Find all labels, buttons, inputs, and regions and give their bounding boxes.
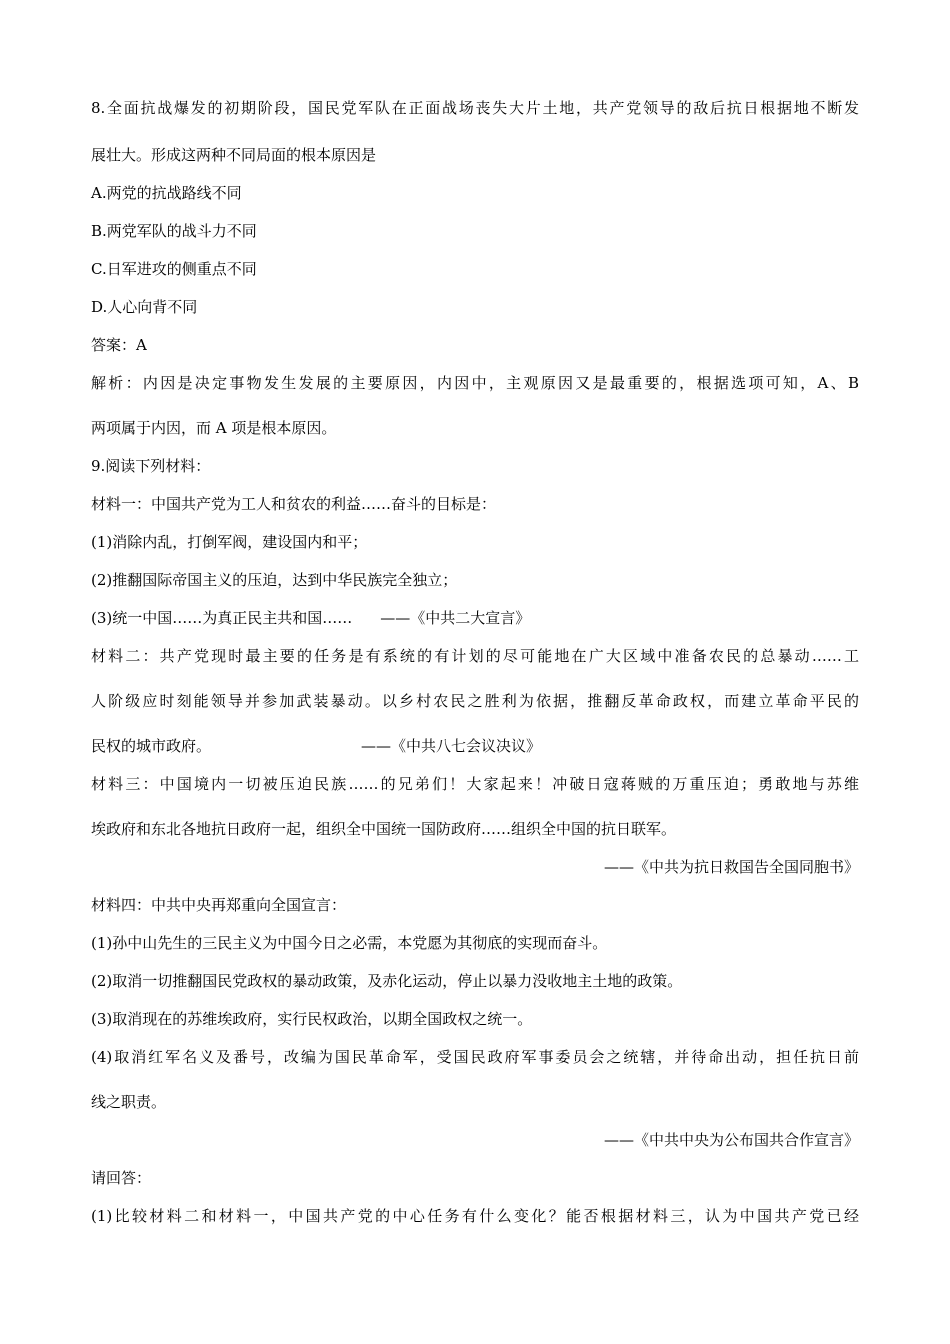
q9-material1-point3 — [91, 608, 530, 628]
q8-option-b: B.两党军队的战斗力不同 — [91, 222, 257, 240]
q9-material4-heading: 材料四：中共中央再郑重向全国宣言： — [91, 896, 347, 914]
q9-material2-line2: 人阶级应时刻能领导并参加武装暴动。以乡村农民之胜利为依据，推翻反革命政权，而建立革命平民的 — [91, 692, 859, 710]
q9-material1-point3-text: (3)统一中国……为真正民主共和国…… — [91, 609, 353, 627]
q8-stem-line1: 8.全面抗战爆发的初期阶段，国民党军队在正面战场丧失大片土地，共产党领导的敌后抗日根据地不断发 — [91, 99, 859, 117]
q9-prompt: 请回答： — [91, 1169, 152, 1187]
q9-material1-point1: (1)消除内乱，打倒军阀，建设国内和平； — [91, 533, 368, 551]
q9-material2-line3 — [91, 736, 541, 756]
q9-material4-point1: (1)孙中山先生的三民主义为中国今日之必需，本党愿为其彻底的实现而奋斗。 — [91, 934, 608, 952]
q9-material4-source: ——《中共中央为公布国共合作宣言》 — [603, 1131, 859, 1149]
q8-stem-line2: 展壮大。形成这两种不同局面的根本原因是 — [91, 146, 377, 164]
q8-analysis-line1: 解析：内因是决定事物发生发展的主要原因，内因中，主观原因又是最重要的，根据选项可知，A、B — [91, 374, 859, 392]
q9-material1-point2: (2)推翻国际帝国主义的压迫，达到中华民族完全独立； — [91, 571, 458, 589]
q9-subquestion1-line1: (1)比较材料二和材料一，中国共产党的中心任务有什么变化？能否根据材料三，认为中国共产党已经 — [91, 1207, 859, 1225]
q9-material4-point4-line2: 线之职责。 — [91, 1093, 167, 1111]
q8-option-c: C.日军进攻的侧重点不同 — [91, 260, 257, 278]
q9-material2-source: ——《中共八七会议决议》 — [361, 737, 542, 755]
q9-material1-source: ——《中共二大宣言》 — [380, 609, 531, 627]
q8-answer: 答案：A — [91, 336, 147, 354]
q8-analysis-line2: 两项属于内因，而 A 项是根本原因。 — [91, 419, 337, 437]
q9-material4-point3: (3)取消现在的苏维埃政府，实行民权政治，以期全国政权之统一。 — [91, 1010, 533, 1028]
q9-material3-source: ——《中共为抗日救国告全国同胞书》 — [603, 858, 859, 876]
q9-material2-line3-text: 民权的城市政府。 — [91, 737, 212, 755]
q9-material3-line1: 材料三：中国境内一切被压迫民族……的兄弟们！大家起来！冲破日寇蒋贼的万重压迫；勇敢地与苏维 — [91, 775, 859, 793]
q9-intro: 9.阅读下列材料： — [91, 457, 211, 475]
q9-material4-point2: (2)取消一切推翻国民党政权的暴动政策，及赤化运动，停止以暴力没收地主土地的政策。 — [91, 972, 683, 990]
q9-material4-point4-line1: (4)取消红军名义及番号，改编为国民革命军，受国民政府军事委员会之统辖，并待命出动，担任抗日前 — [91, 1048, 859, 1066]
q9-material1-heading: 材料一：中国共产党为工人和贫农的利益……奋斗的目标是： — [91, 495, 497, 513]
q9-material3-line2: 埃政府和东北各地抗日政府一起，组织全中国统一国防政府……组织全中国的抗日联军。 — [91, 820, 677, 838]
q8-option-a: A.两党的抗战路线不同 — [91, 184, 242, 202]
q8-option-d: D.人心向背不同 — [91, 298, 198, 316]
q9-material2-line1: 材料二：共产党现时最主要的任务是有系统的有计划的尽可能地在广大区域中准备农民的总暴动……工 — [91, 647, 859, 665]
